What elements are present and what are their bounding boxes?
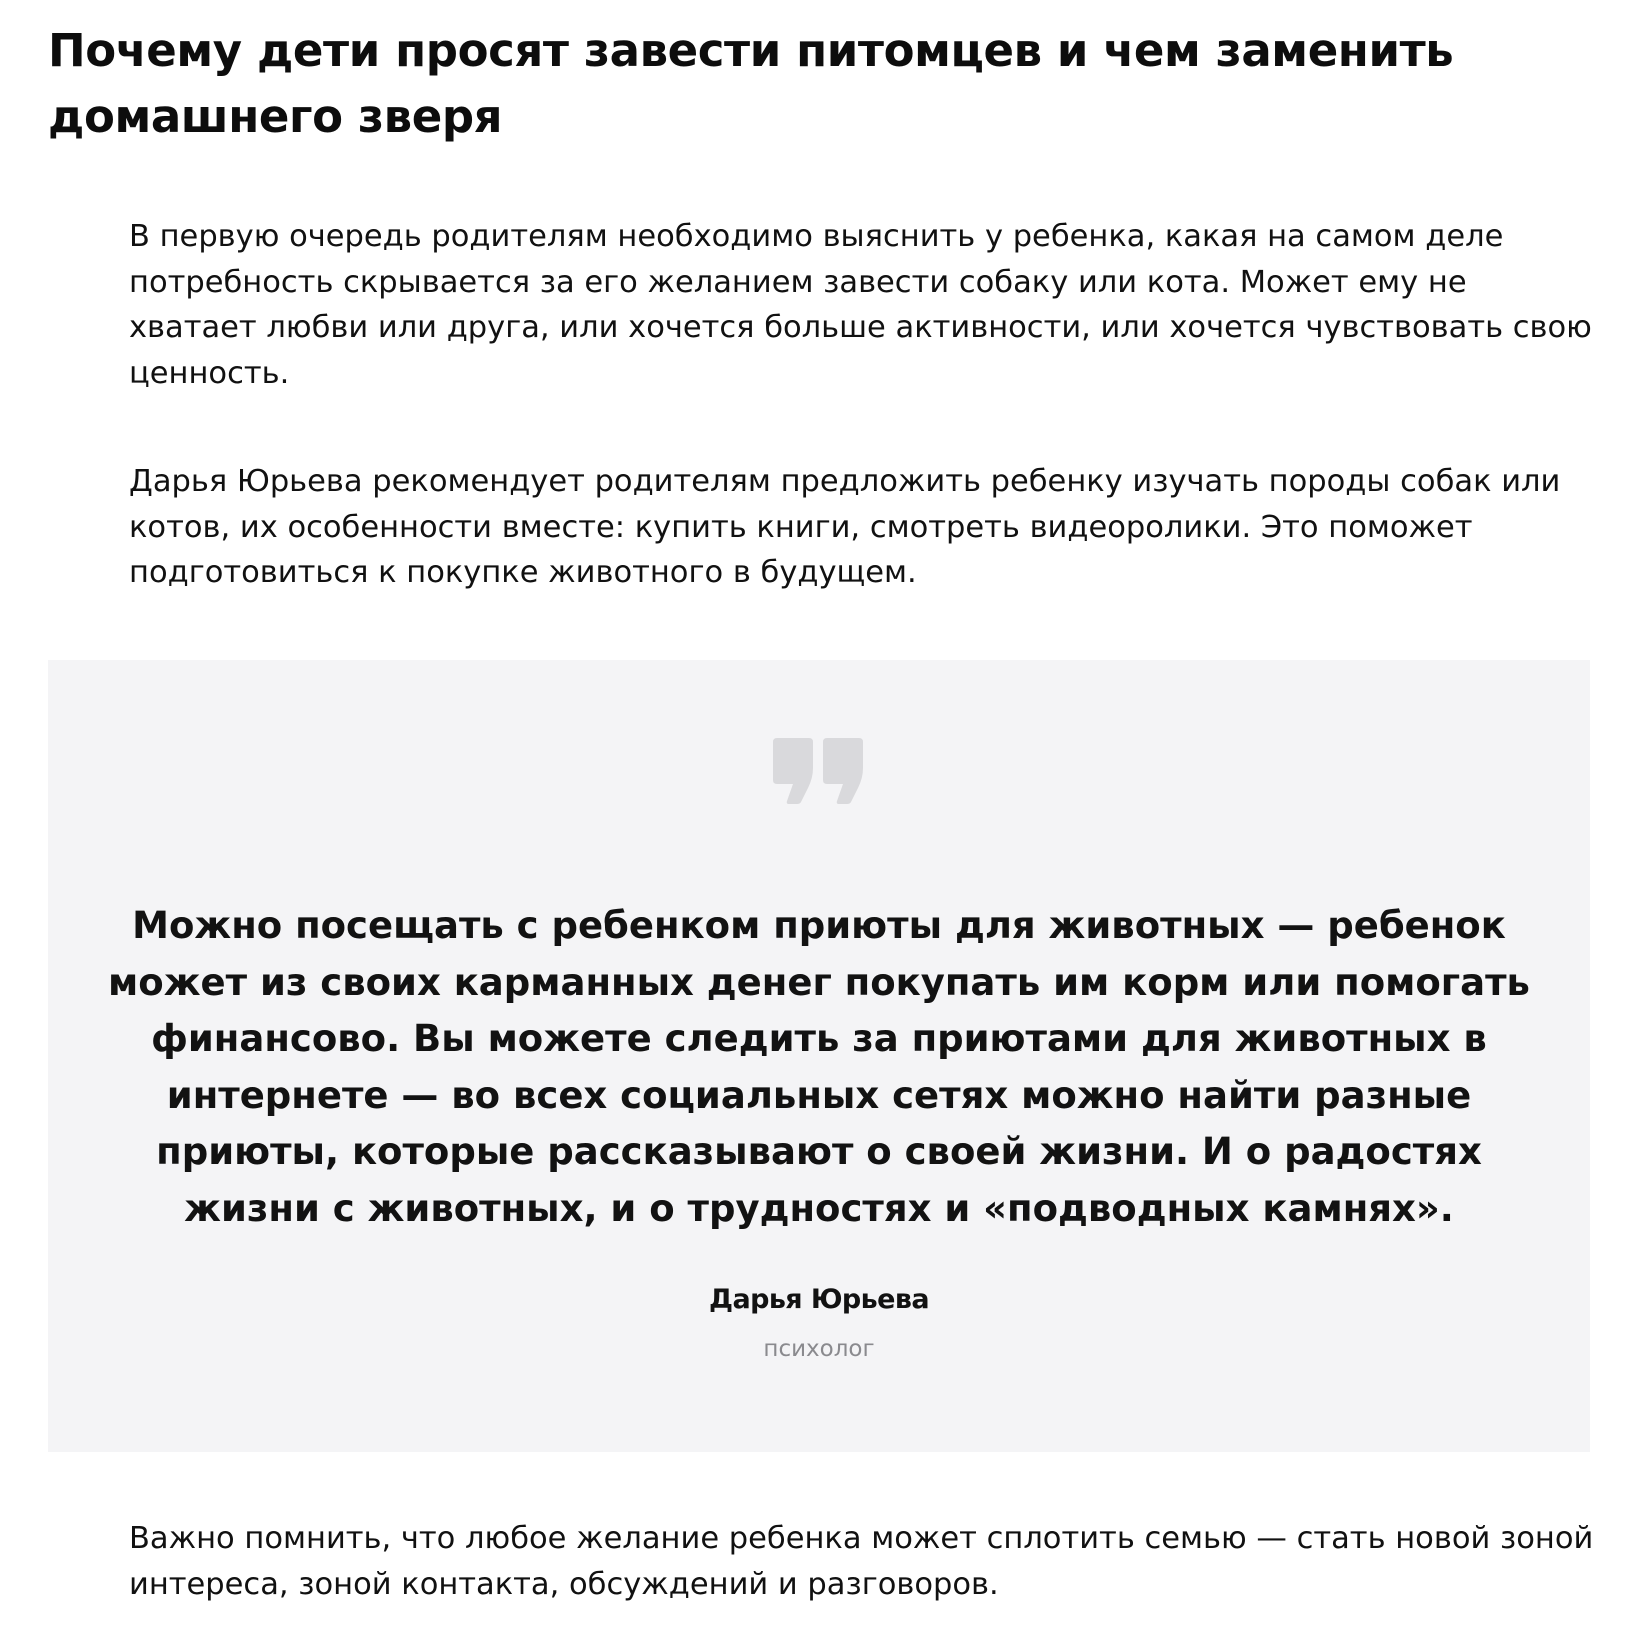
paragraph-recommendation: Дарья Юрьева рекомендует родителям предложить ребенку изучать породы собак или котов, их особенности вместе: купить книги, смотреть видеоролики. Это поможет подготовиться к покупке животного в будущем. xyxy=(129,464,1561,590)
quote-author: Дарья Юрьева xyxy=(709,1284,929,1315)
paragraph-needs: В первую очередь родителям необходимо выяснить у ребенка, какая на самом деле потребность скрывается за его желанием завести собаку или кота. Может ему не хватает любви или друга, или хочется больше активности, или хочется чувствовать свою ценность. xyxy=(129,219,1592,391)
quote-icon xyxy=(771,738,867,804)
quote-text: Можно посещать с ребенком приюты для животных — ребенок может из своих карманных денег покупать им корм или помогать финансово. Вы можете следить за приютами для животных в интернете — во всех социальных сетях можно найти разные приюты, которые рассказывают о своей жизни. И о радостях жизни с животных, и о трудностях и «подводных камнях». xyxy=(108,904,1530,1230)
quote-block xyxy=(48,660,1590,1452)
quote-author-role: психолог xyxy=(763,1336,875,1362)
paragraph-conclusion: Важно помнить, что любое желание ребенка может сплотить семью — стать новой зоной интереса, зоной контакта, обсуждений и разговоров. xyxy=(129,1521,1594,1602)
article-title: Почему дети просят завести питомцев и чем заменить домашнего зверя xyxy=(48,24,1454,143)
